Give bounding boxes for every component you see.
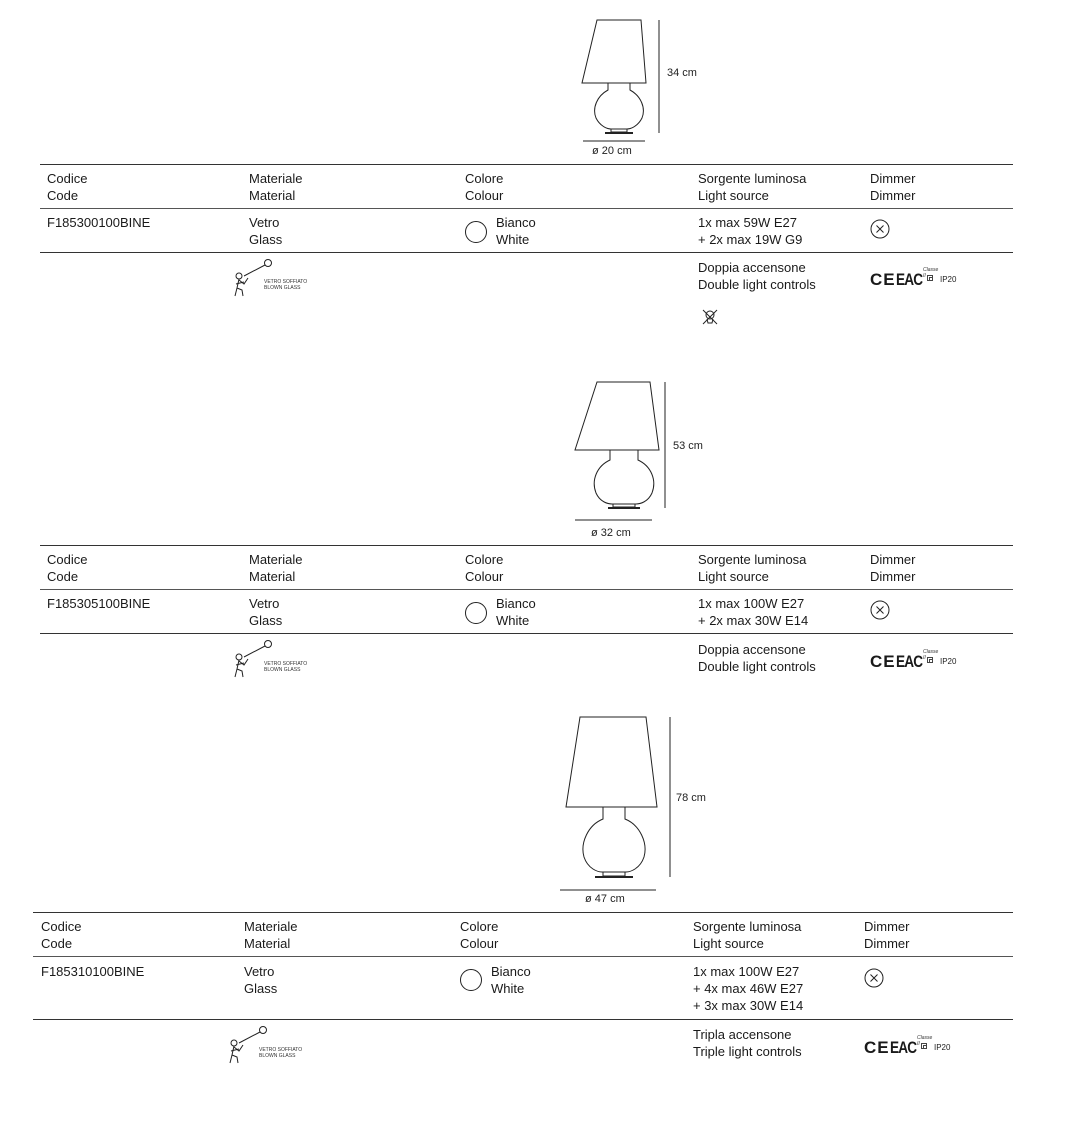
height-label: 53 cm — [673, 440, 703, 452]
lamp-drawing-large — [558, 715, 678, 897]
table-top-rule — [40, 164, 1013, 165]
class-ii-label: Classe II — [917, 1035, 933, 1047]
diameter-label: ø 32 cm — [591, 527, 631, 539]
header-material: Materiale Material — [244, 919, 298, 951]
ip-rating: IP20 — [940, 275, 957, 284]
header-dimmer: Dimmer Dimmer — [870, 171, 916, 203]
header-material: Materiale Material — [249, 552, 303, 584]
header-material: Materiale Material — [249, 171, 303, 203]
not-dimmable-icon — [864, 968, 884, 988]
material-value: Vetro Glass — [244, 964, 278, 996]
blown-glass-label: VETRO SOFFIATO BLOWN GLASS — [259, 1047, 303, 1059]
ce-mark-icon: CE — [870, 270, 896, 289]
class-ii-label: Classe II — [923, 649, 939, 661]
colour-swatch-white — [465, 602, 487, 624]
row-rule — [40, 252, 1013, 253]
ce-mark-icon: CE — [870, 652, 896, 671]
diameter-label: ø 47 cm — [585, 893, 625, 905]
light-source-value: 1x max 100W E27 + 2x max 30W E14 — [698, 596, 809, 628]
lamp-drawing-small — [575, 18, 665, 148]
ip-rating: IP20 — [934, 1043, 951, 1052]
light-source-value: 1x max 100W E27 + 4x max 46W E27 + 3x max 30W E14 — [693, 964, 804, 1013]
header-rule — [40, 208, 1013, 209]
colour-swatch-white — [465, 221, 487, 243]
eac-mark-icon: EAC — [896, 652, 923, 671]
blown-glass-label: VETRO SOFFIATO BLOWN GLASS — [264, 661, 308, 673]
blown-glass-label: VETRO SOFFIATO BLOWN GLASS — [264, 279, 308, 291]
not-dimmable-icon — [870, 219, 890, 239]
glassblower-icon — [232, 258, 272, 298]
header-code: Codice Code — [47, 552, 88, 584]
class-ii-icon — [927, 275, 933, 281]
header-colour: Colore Colour — [465, 171, 504, 203]
header-rule — [33, 956, 1013, 957]
row-rule — [40, 633, 1013, 634]
ip-rating: IP20 — [940, 657, 957, 666]
table-top-rule — [40, 545, 1013, 546]
diameter-label: ø 20 cm — [592, 145, 632, 157]
product-code: F185300100BINE — [47, 215, 151, 230]
header-code: Codice Code — [41, 919, 82, 951]
material-value: Vetro Glass — [249, 215, 283, 247]
product-code: F185305100BINE — [47, 596, 151, 611]
colour-value: Bianco White — [496, 215, 536, 247]
header-dimmer: Dimmer Dimmer — [870, 552, 916, 584]
class-ii-label: Classe II — [923, 267, 939, 279]
eac-mark-icon: EAC — [890, 1038, 917, 1057]
ce-mark-icon: CE — [864, 1038, 890, 1057]
glassblower-icon — [232, 639, 272, 679]
eac-mark-icon: EAC — [896, 270, 923, 289]
height-label: 34 cm — [667, 67, 697, 79]
height-label: 78 cm — [676, 792, 706, 804]
colour-swatch-white — [460, 969, 482, 991]
colour-value: Bianco White — [491, 964, 531, 996]
header-dimmer: Dimmer Dimmer — [864, 919, 910, 951]
light-controls: Doppia accensone Double light controls — [698, 642, 816, 674]
not-dimmable-icon — [870, 600, 890, 620]
class-ii-icon — [927, 657, 933, 663]
class-ii-icon — [921, 1043, 927, 1049]
colour-value: Bianco White — [496, 596, 536, 628]
light-source-value: 1x max 59W E27 + 2x max 19W G9 — [698, 215, 803, 247]
product-code: F185310100BINE — [41, 964, 145, 979]
material-value: Vetro Glass — [249, 596, 283, 628]
header-rule — [40, 589, 1013, 590]
header-light-source: Sorgente luminosa Light source — [698, 552, 807, 584]
light-controls: Doppia accensone Double light controls — [698, 260, 816, 292]
header-light-source: Sorgente luminosa Light source — [698, 171, 807, 203]
header-code: Codice Code — [47, 171, 88, 203]
header-light-source: Sorgente luminosa Light source — [693, 919, 802, 951]
table-top-rule — [33, 912, 1013, 913]
row-rule — [33, 1019, 1013, 1020]
lamp-drawing-medium — [570, 380, 670, 528]
weee-bin-icon — [701, 308, 719, 326]
light-controls: Tripla accensone Triple light controls — [693, 1027, 802, 1059]
header-colour: Colore Colour — [465, 552, 504, 584]
glassblower-icon — [227, 1025, 267, 1065]
header-colour: Colore Colour — [460, 919, 499, 951]
